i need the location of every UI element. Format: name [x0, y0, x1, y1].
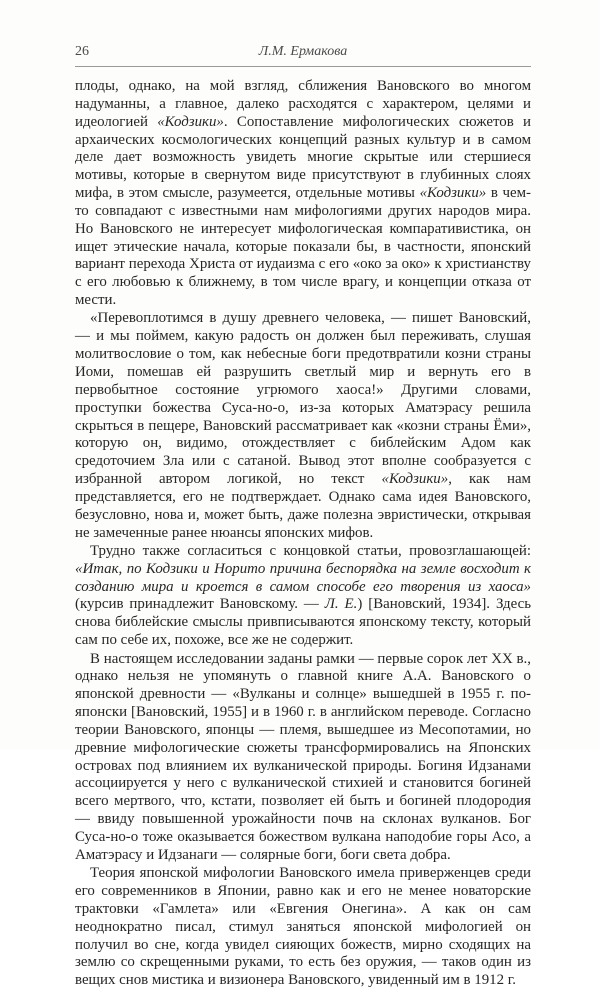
text-run: Теория японской мифологии Вановского имела приверженцев среди его современников в Японии, равно как и его не менее новаторские трактовки «Гамлета» или «Евгения Онегина». А как он сам неоднократно писал, стимул заняться японской мифологией он получил во сне, когда увидел сияющих божеств, мирно сходящих на землю со скрещенными руками, то есть без оружия, — таков один из вещих снов мистика и визионера Вановского, увиденный им в 1912 г.	[75, 865, 531, 989]
text-run: плоды, однако, на мой взгляд, сближения Вановского во многом надуманны, а главное, далеко расходятся с характером, целями и идеологией	[75, 78, 531, 130]
paragraph	[75, 310, 531, 542]
paragraph	[75, 865, 531, 990]
text-run: «Перевоплотимся в душу древнего человека, — пишет Вановский, — и мы поймем, какую радость он должен был переживать, слушая молитвословие о том, как небесные боги предотвратили козни страны Иоми, помешав ей разрушить светлый мир и вернуть его в первобытное состояние угрюмого хаоса!» Другими словами, проступки божества Суса-но-о, из-за которых Аматэрасу решила скрыться в пещере, Вановский рассматривает как «козни страны Ёми», которую он, видимо, отождествляет с библейским Адом как средоточием Зла или с сатаной. Вывод этот вполне сообразуется с избранной автором логикой, но текст	[75, 310, 531, 488]
running-head	[75, 42, 531, 62]
body-text	[75, 78, 531, 991]
text-run: , как нам представляется, его не подтверждает. Однако сама идея Вановского, безусловно, нова и, может быть, даже полезна эвристически, открывая не замеченные ранее нюансы японских мифов.	[75, 471, 531, 541]
italic-text: «Кодзики»	[157, 113, 224, 130]
text-run: В настоящем исследовании заданы рамки — первые сорок лет XX в., однако нельзя не упомянуть о главной книге А.А. Вановского о японской древности — «Вулканы и солнце» вышедшей в 1955 г. по-японски [Вановский, 1955] и в 1960 г. в английском переводе. Согласно теории Вановского, японцы — племя, вышедшее из Месопотамии, но древние мифологические сюжеты трансформировались на Японских островах под влиянием их вулканической природы. Богиня Идзанами ассоциируется у него с вулканической стихией и становится богиней всего мертвого, что, кстати, позволяет ей быть и богиней плодородия — ввиду повышенной урожайности почв на склонах вулканов. Бог Суса-но-о тоже оказывается божеством вулкана наподобие горы Асо, а Аматэрасу и Идзанаги — солярные боги, боги света добра.	[75, 650, 531, 863]
text-run: (курсив принадлежит Вановскому. —	[75, 596, 325, 613]
paragraph	[75, 78, 531, 310]
paragraph	[75, 651, 531, 865]
italic-text: «Кодзики»	[419, 185, 487, 202]
running-head-author: Л.М. Ермакова	[258, 44, 348, 59]
text-run: ) [Вановский, 1934]. Здесь снова библейские смыслы привписываются японскому тексту, который сам по себе их, похоже, все же не содержит.	[75, 596, 531, 649]
italic-text: Л. Е.	[324, 596, 358, 613]
header-rule	[75, 66, 531, 67]
italic-text: «Итак, по Кодзики и Норито причина беспорядка на земле восходит к созданию мира и кроется в самом способе его творения из хаоса»	[75, 560, 531, 595]
text-run: . Сопоставление мифологических сюжетов и архаических космологических концепций разных культур и в самом деле дает возможность увидеть многие скрытые или стершиеся мотивы, которые в свернутом виде присутствуют в глубинных слоях мифа, в этом смысле, разумеется, отдельные мотивы	[75, 113, 531, 202]
text-run: в чем-то совпадают с известными нам мифологиями других народов мира. Но Вановского не интересует мифологическая компаративистика, он ищет этические начала, которые показали бы, в частности, японский вариант перехода Христа от иудаизма с его «око за око» к христианству с его любовью к ближнему, в том числе врагу, и концепции отказа от мести.	[75, 185, 531, 309]
italic-text: «Кодзики»	[381, 471, 449, 488]
text-run: Трудно также согласиться с концовкой статьи, провозглашающей:	[90, 542, 531, 559]
paragraph	[75, 543, 531, 650]
page-number: 26	[75, 44, 89, 59]
